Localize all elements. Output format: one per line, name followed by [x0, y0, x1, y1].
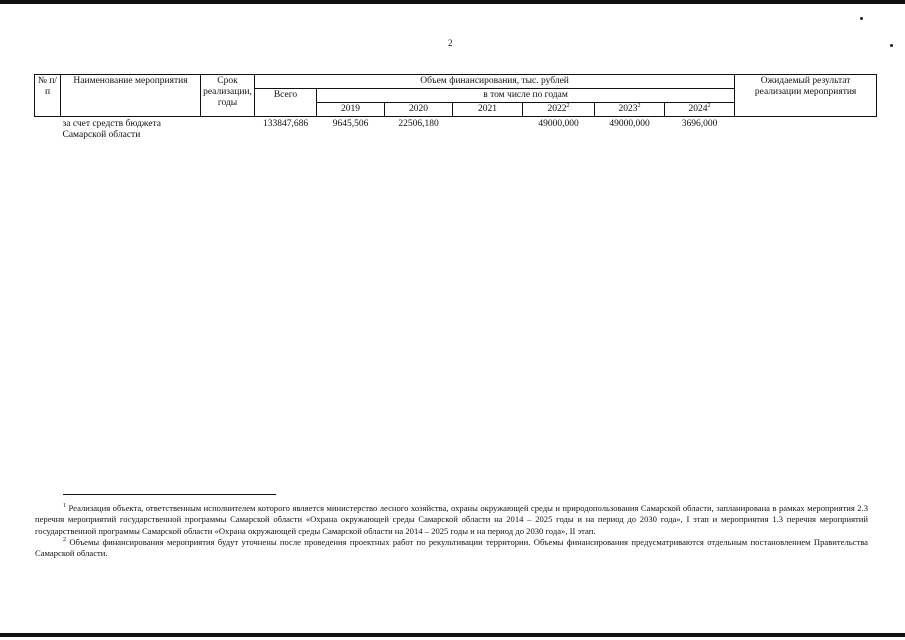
scan-border-bottom: [0, 633, 905, 637]
financing-table: [34, 74, 877, 143]
footnote-mark: 2: [707, 102, 711, 109]
cell-num: [35, 117, 61, 144]
cell-year-value: 22506,180: [398, 119, 439, 129]
footnote-mark: 1: [63, 503, 66, 510]
cell-result: [735, 117, 877, 144]
header-by-years: в том числе по годам: [317, 89, 735, 103]
header-name: Наименование мероприятия: [61, 75, 201, 117]
header-year: [665, 103, 735, 117]
year-label: 2023: [618, 104, 638, 114]
header-year: [595, 103, 665, 117]
footnote-mark: 2: [637, 102, 641, 109]
footnote: [35, 503, 868, 537]
footnote-text: Реализация объекта, ответственным исполнителем которого является министерство лесного хозяйства, охраны окружающей среды и природопользования Самарской области, запланирована в рамках мероприятия 2.3 перечня мероприятий государственной программы Самарской области «Охрана окружающей среды Самарской области на 2014 – 2025 годы и на период до 2030 года», I этап и мероприятия 1.3 перечня мероприятий государственной программы Самарской области «Охрана окружающей среды Самарской области на 2014 – 2025 годы и на период до 2030 года», II этап.: [35, 503, 868, 536]
table-row: [35, 117, 877, 144]
cell-year-value: 3696,000: [681, 119, 718, 129]
header-year: [385, 103, 453, 117]
cell-year-value: 9645,506: [332, 119, 369, 129]
cell-name: за счет средств бюджета Самарской области: [62, 119, 161, 140]
page-number: 2: [448, 38, 453, 48]
header-num: № п/п: [35, 75, 61, 117]
cell-year-value: 49000,000: [609, 119, 650, 129]
header-term: Срок реализации, годы: [201, 75, 255, 117]
scan-speck: [890, 44, 893, 47]
year-label: 2022: [547, 104, 567, 114]
scan-speck: [860, 17, 863, 20]
cell-year-value: [453, 117, 523, 144]
header-year: [317, 103, 385, 117]
footnote-separator: [63, 494, 276, 495]
year-label: 2019: [341, 104, 360, 114]
header-result: Ожидаемый результат реализации мероприятия: [735, 75, 877, 117]
header-year: [523, 103, 595, 117]
footnote: [35, 537, 868, 560]
footnote-text: Объемы финансирования мероприятия будут уточнены после проведения проектных работ по рекультивации территории. Объемы финансирования предусматриваются отдельным постановлением Правительства Самарской области.: [35, 536, 868, 559]
scan-border-top: [0, 0, 905, 4]
year-label: 2020: [409, 104, 428, 114]
footnote-mark: 2: [566, 102, 570, 109]
year-label: 2024: [688, 104, 708, 114]
header-volume: Объем финансирования, тыс. рублей: [255, 75, 735, 89]
cell-total: 133847,686: [262, 119, 309, 129]
cell-term: [201, 117, 255, 144]
header-year: [453, 103, 523, 117]
footnote-mark: 2: [63, 537, 66, 544]
year-label: 2021: [478, 104, 497, 114]
header-total: Всего: [255, 89, 317, 117]
cell-year-value: 49000,000: [538, 119, 579, 129]
footnotes: [35, 503, 868, 559]
